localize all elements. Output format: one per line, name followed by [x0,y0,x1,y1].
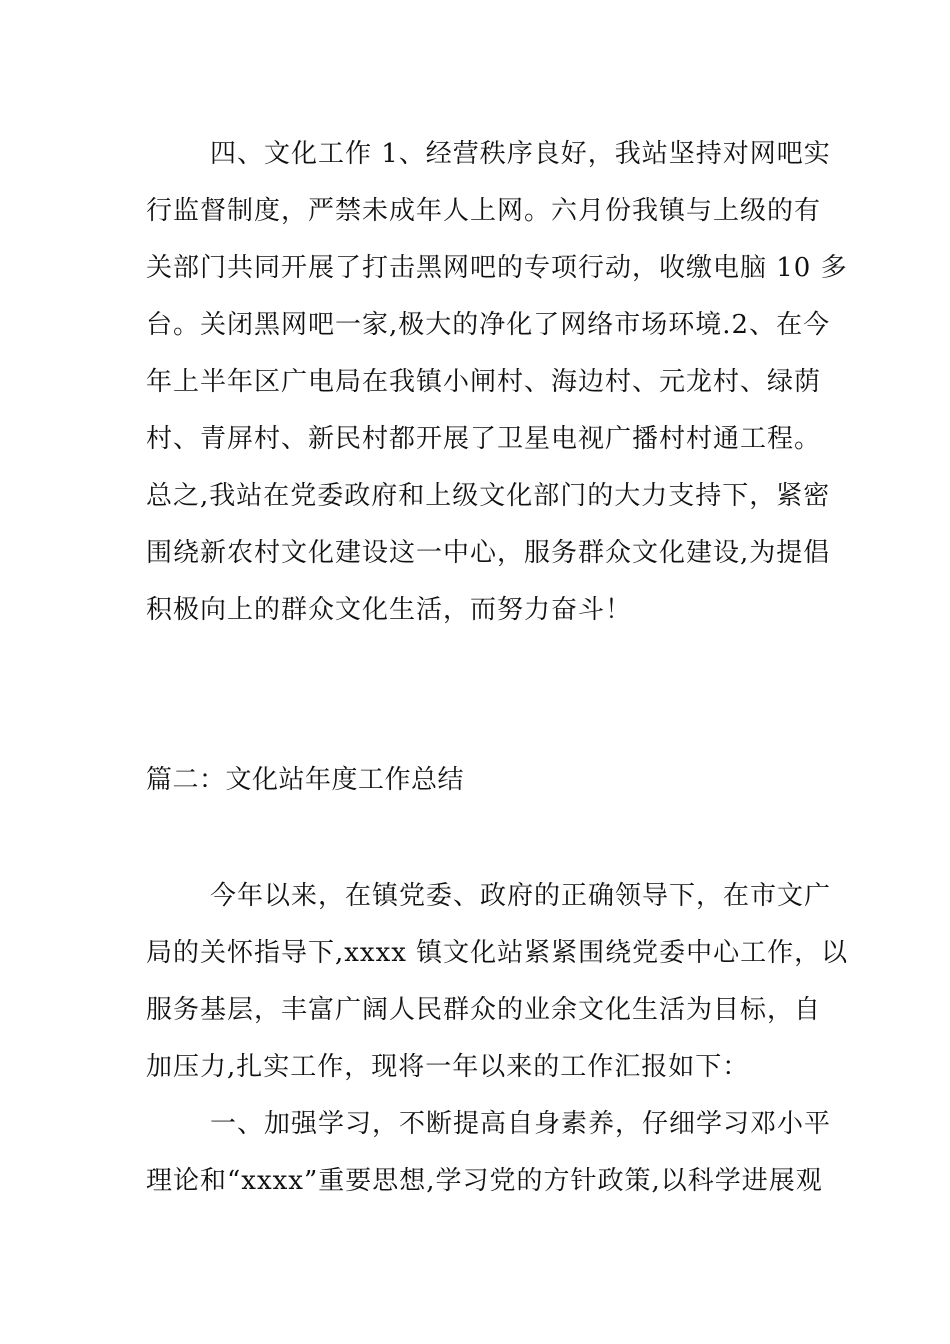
paragraph-line: 一、加强学习，不断提高自身素养，仔细学习邓小平 [210,1109,832,1139]
paragraph-line: 围绕新农村文化建设这一中心，服务群众文化建设,为提倡 [146,538,831,568]
paragraph-line: 加压力,扎实工作，现将一年以来的工作汇报如下： [146,1052,750,1082]
paragraph-line: 村、青屏村、新民村都开展了卫星电视广播村村通工程。 [146,424,822,454]
paragraph-line: 总之,我站在党委政府和上级文化部门的大力支持下，紧密 [146,481,831,511]
paragraph-line: 关部门共同开展了打击黑网吧的专项行动，收缴电脑 10 多 [146,253,848,283]
paragraph-line: 积极向上的群众文化生活，而努力奋斗！ [146,595,633,625]
paragraph-line: 年上半年区广电局在我镇小闸村、海边村、元龙村、绿荫 [146,367,822,397]
paragraph-line: 今年以来，在镇党委、政府的正确领导下，在市文广 [210,881,832,911]
paragraph-line: 行监督制度，严禁未成年人上网。六月份我镇与上级的有 [146,196,822,226]
paragraph-line: 局的关怀指导下,xxxx 镇文化站紧紧围绕党委中心工作，以 [146,938,849,968]
paragraph-line: 理论和“xxxx”重要思想,学习党的方针政策,以科学进展观 [146,1166,823,1196]
paragraph-line: 四、文化工作 1、经营秩序良好，我站坚持对网吧实 [210,139,831,169]
paragraph-line: 服务基层，丰富广阔人民群众的业余文化生活为目标，自 [146,995,822,1025]
paragraph-line: 台。关闭黑网吧一家,极大的净化了网络市场环境.2、在今 [146,310,831,340]
section-title: 篇二：文化站年度工作总结 [146,765,465,795]
